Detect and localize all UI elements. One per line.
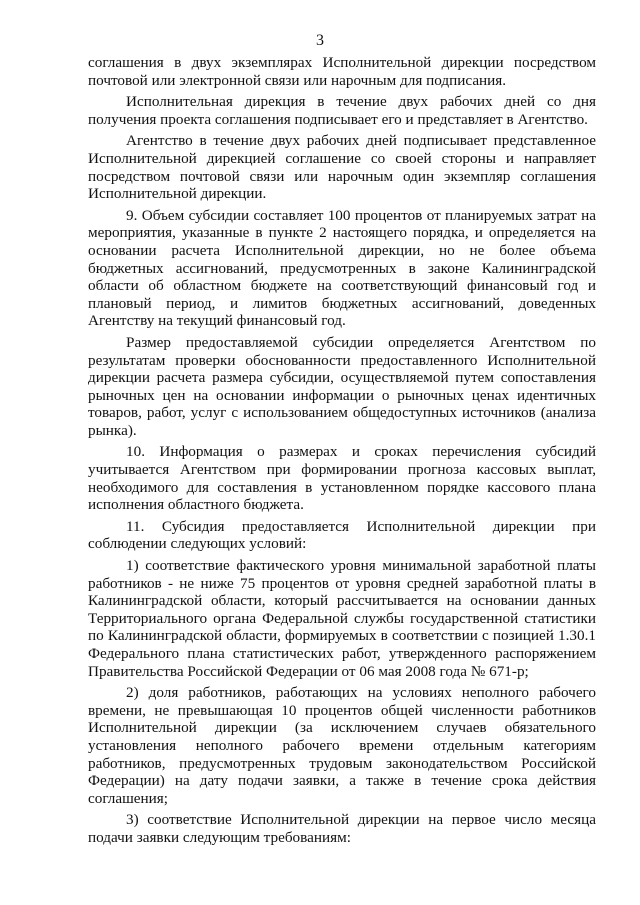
paragraph-condition-2: 2) доля работников, работающих на условиях неполного рабочего времени, не превышающая 10 процентов общей численности работников Исполнительной дирекции (за исключением случаев обязательного установления неполного рабочего времени отдельным категориям работников, предусмотренных трудовым законодательством Российской Федерации) на дату подачи заявки, а также в течение срока действия соглашения; xyxy=(88,684,596,807)
paragraph-item-9: 9. Объем субсидии составляет 100 процентов от планируемых затрат на мероприятия, указанные в пункте 2 настоящего порядка, и определяется на основании расчета Исполнительной дирекции, но не более объема бюджетных ассигнований, предусмотренных в законе Калининградской области об областном бюджете на соответствующий финансовый год и плановый период, и лимитов бюджетных ассигнований, доведенных Агентству на текущий финансовый год. xyxy=(88,206,596,330)
paragraph-subsidy-size: Размер предоставляемой субсидии определяется Агентством по результатам проверки обоснованности предоставленного Исполнительной дирекции расчета размера субсидии, осуществляемой путем сопоставления рыночных цен на основании информации о рыночных ценах идентичных товаров, работ, услуг с использованием общедоступных источников (анализа рынка). xyxy=(88,333,596,439)
paragraph-condition-3: 3) соответствие Исполнительной дирекции на первое число месяца подачи заявки следующим требованиям: xyxy=(88,811,596,846)
paragraph-item-11: 11. Субсидия предоставляется Исполнительной дирекции при соблюдении следующих условий: xyxy=(88,517,596,553)
paragraph-directorate-signs: Исполнительная дирекция в течение двух рабочих дней со дня получения проекта соглашения подписывает его и представляет в Агентство. xyxy=(88,93,596,128)
page-number: 3 xyxy=(316,32,324,49)
paragraph-continuation: соглашения в двух экземплярах Исполнительной дирекции посредством почтовой или электронной связи или нарочным для подписания. xyxy=(88,54,596,89)
paragraph-item-10: 10. Информация о размерах и сроках перечисления субсидий учитывается Агентством при формировании прогноза кассовых выплат, необходимого для составления в установленном порядке кассового плана исполнения областного бюджета. xyxy=(88,443,596,514)
paragraph-condition-1: 1) соответствие фактического уровня минимальной заработной платы работников - не ниже 75 процентов от уровня средней заработной платы в Калининградской области, который рассчитывается на основании данных Территориального органа Федеральной службы государственной статистики по Калининградской области, формируемых в соответствии с позицией 1.30.1 Федерального плана статистических работ, утвержденного распоряжением Правительства Российской Федерации от 06 мая 2008 года № 671-р; xyxy=(88,557,596,680)
paragraph-agency-signs: Агентство в течение двух рабочих дней подписывает представленное Исполнительной дирекцией соглашение со своей стороны и направляет посредством почтовой связи или нарочным один экземпляр соглашения Исполнительной дирекции. xyxy=(88,132,596,203)
document-body xyxy=(88,54,596,851)
